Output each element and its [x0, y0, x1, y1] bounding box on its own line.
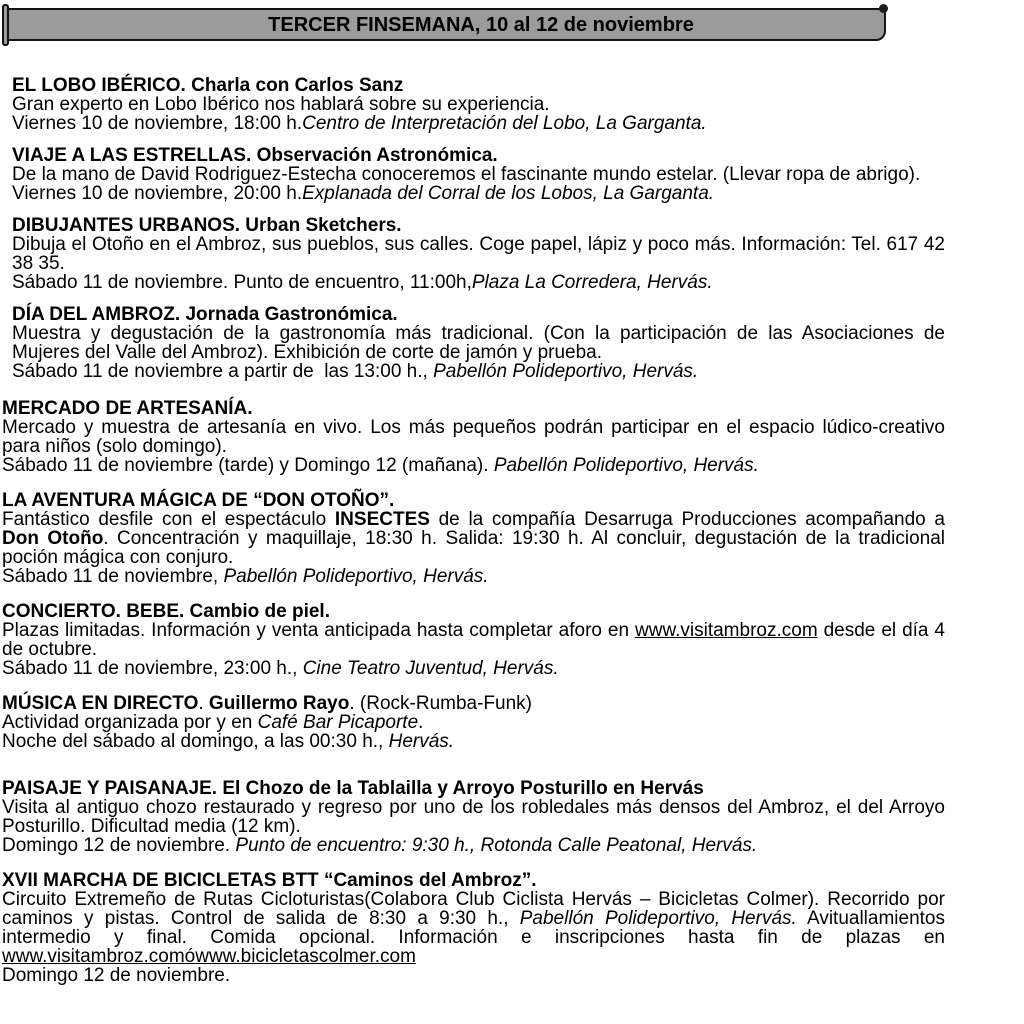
- text-run: Sábado 11 de noviembre,: [2, 566, 224, 587]
- text-run: . Concentración y maquillaje, 18:30 h. Salida: 19:30 h. Al concluir, degustación de la tradicional poción mágica con conjuro.: [2, 528, 951, 568]
- text-run: Sábado 11 de noviembre a partir de las 13:00 h.,: [12, 361, 434, 382]
- text-run: Pabellón Polideportivo, Hervás.: [519, 908, 797, 929]
- text-run: Plaza La Corredera, Hervás.: [471, 272, 713, 293]
- text-run: Viernes 10 de noviembre, 18:00 h.: [12, 113, 303, 134]
- text-run: Cine Teatro Juventud, Hervás.: [302, 658, 559, 679]
- event-block: [2, 490, 951, 587]
- text-run: Noche del sábado al domingo, a las 00:30 h.,: [2, 731, 389, 752]
- event-block: [12, 215, 951, 293]
- text-run: Muestra y degustación de la gastronomía más tradicional. (Con la participación de las Asociaciones de Mujeres del Valle del Ambroz). Exhibición de corte de jamón y prueba.: [12, 323, 951, 363]
- text-run: .: [198, 693, 209, 714]
- text-run: VIAJE A LAS ESTRELLAS. Observación Astronómica.: [12, 145, 498, 166]
- event-block: [2, 601, 951, 679]
- text-run: MERCADO DE ARTESANÍA.: [2, 398, 253, 419]
- text-run: Pabellón Polideportivo, Hervás.: [223, 566, 489, 587]
- event-block: [12, 76, 945, 133]
- text-run: Dibuja el Otoño en el Ambroz, sus pueblos, sus calles. Coge papel, lápiz y poco más. Información: Tel. 617 42 38 35.: [12, 234, 951, 274]
- event-title: [2, 399, 945, 418]
- text-run: Sábado 11 de noviembre. Punto de encuentro, 11:00h,: [12, 272, 472, 293]
- text-run: Circuito Extremeño de Rutas Cicloturistas(Colabora Club Ciclista Hervás – Bicicletas Colmer). Recorrido por caminos y pistas. Control de salida de 8:30 a 9:30 h.,: [2, 889, 951, 929]
- event-when: [12, 362, 945, 381]
- text-run: LA AVENTURA MÁGICA DE “DON OTOÑO”.: [2, 490, 395, 511]
- event-when: [2, 567, 945, 586]
- event-desc: [12, 95, 945, 114]
- text-run: DIBUJANTES URBANOS. Urban Sketchers.: [12, 215, 402, 236]
- text-run: .: [418, 712, 424, 733]
- event-block: [12, 146, 945, 203]
- text-run: . (Rock-Rumba-Funk): [349, 693, 532, 714]
- event-desc: [2, 417, 951, 457]
- event-when: [12, 114, 945, 133]
- event-block: [2, 398, 951, 476]
- text-run: Gran experto en Lobo Ibérico nos hablará sobre su experiencia.: [12, 94, 550, 115]
- event-block: [2, 870, 951, 986]
- text-run: Sábado 11 de noviembre (tarde) y Domingo 12 (mañana).: [2, 455, 494, 476]
- text-run: INSECTES: [334, 509, 430, 530]
- text-run: Domingo 12 de noviembre.: [2, 965, 231, 986]
- event-when: [2, 659, 945, 678]
- banner-title: TERCER FINSEMANA, 10 al 12 de noviembre: [268, 13, 694, 36]
- text-run: MÚSICA EN DIRECTO: [2, 693, 199, 714]
- banner-scroll-curl-icon: [879, 4, 888, 13]
- text-run: Viernes 10 de noviembre, 20:00 h.: [12, 183, 303, 204]
- event-title: [2, 491, 945, 510]
- text-run: Mercado y muestra de artesanía en vivo. Los más pequeños podrán participar en el espacio lúdico-creativo para niños (solo domingo).: [2, 417, 951, 457]
- event-desc: [12, 234, 951, 274]
- text-run: desde el día 4 de octubre.: [2, 620, 951, 660]
- link-visitambroz[interactable]: www.visitambroz.com: [2, 946, 185, 967]
- text-run: Hervás.: [388, 731, 455, 752]
- text-run: De la mano de David Rodriguez-Estecha conoceremos el fascinante mundo estelar. (Llevar ropa de abrigo).: [12, 164, 921, 185]
- text-run: Guillermo Rayo: [208, 693, 350, 714]
- events-section-indented: [12, 75, 951, 382]
- event-block: [2, 778, 951, 856]
- text-run: PAISAJE Y PAISANAJE. El Chozo de la Tablailla y Arroyo Posturillo en Hervás: [2, 778, 704, 799]
- text-run: Explanada del Corral de los Lobos, La Garganta.: [302, 183, 715, 204]
- text-run: DÍA DEL AMBROZ. Jornada Gastronómica.: [12, 304, 398, 325]
- text-run: de la compañía Desarruga Producciones acompañando a: [429, 509, 951, 530]
- text-run: Pabellón Polideportivo, Hervás.: [493, 455, 759, 476]
- event-when: [2, 456, 945, 475]
- text-run: Centro de Interpretación del Lobo, La Garganta.: [302, 113, 707, 134]
- text-run: Sábado 11 de noviembre, 23:00 h.,: [2, 658, 303, 679]
- event-block: [2, 694, 945, 751]
- event-title: [12, 76, 945, 95]
- event-title: [12, 146, 945, 165]
- event-when: [2, 966, 945, 985]
- text-run: CONCIERTO. BEBE. Cambio de piel.: [2, 601, 330, 622]
- text-run: Punto de encuentro: 9:30 h., Rotonda Calle Peatonal, Hervás.: [235, 835, 758, 856]
- event-when: [12, 184, 945, 203]
- event-desc: [12, 165, 945, 184]
- events-section-flush: [2, 398, 951, 986]
- event-desc: [2, 620, 951, 660]
- event-block: [12, 304, 951, 382]
- event-title: [12, 305, 945, 324]
- text-run: EL LOBO IBÉRICO. Charla con Carlos Sanz: [12, 75, 404, 96]
- event-when: [12, 273, 945, 292]
- event-when: [2, 732, 945, 751]
- text-run: Visita al antiguo chozo restaurado y regreso por uno de los robledales más densos del Ambroz, el del Arroyo Posturillo. Dificultad media (12 km).: [2, 797, 951, 837]
- link-bicicletascolmer[interactable]: www.bicicletascolmer.com: [195, 946, 416, 967]
- event-title: [2, 602, 945, 621]
- text-run: XVII MARCHA DE BICICLETAS BTT “Caminos del Ambroz”.: [2, 870, 537, 891]
- event-desc: [2, 713, 945, 732]
- text-run: ó: [184, 946, 196, 967]
- event-title: [2, 694, 945, 713]
- text-run: Actividad organizada por y en: [2, 712, 258, 733]
- text-run: Plazas limitadas. Información y venta anticipada hasta completar aforo en: [2, 620, 635, 641]
- event-title: [2, 871, 945, 890]
- text-run: Domingo 12 de noviembre.: [2, 835, 236, 856]
- text-run: Pabellón Polideportivo, Hervás.: [433, 361, 699, 382]
- text-run: Café Bar Picaporte: [257, 712, 419, 733]
- event-when: [2, 836, 945, 855]
- event-desc: [2, 509, 951, 568]
- text-run: Avituallamientos intermedio y final. Comida opcional. Información e inscripciones hasta fin de plazas en: [2, 908, 951, 948]
- event-title: [2, 779, 945, 798]
- event-desc: [2, 889, 951, 967]
- weekend-banner: [6, 8, 886, 41]
- event-desc: [12, 323, 951, 363]
- event-title: [12, 216, 945, 235]
- link-visitambroz[interactable]: www.visitambroz.com: [635, 620, 818, 641]
- text-run: Fantástico desfile con el espectáculo: [2, 509, 335, 530]
- event-desc: [2, 797, 951, 837]
- banner-scroll-roll-left: [2, 4, 9, 46]
- text-run: Don Otoño: [2, 528, 104, 549]
- banner-scroll-band: [6, 8, 886, 41]
